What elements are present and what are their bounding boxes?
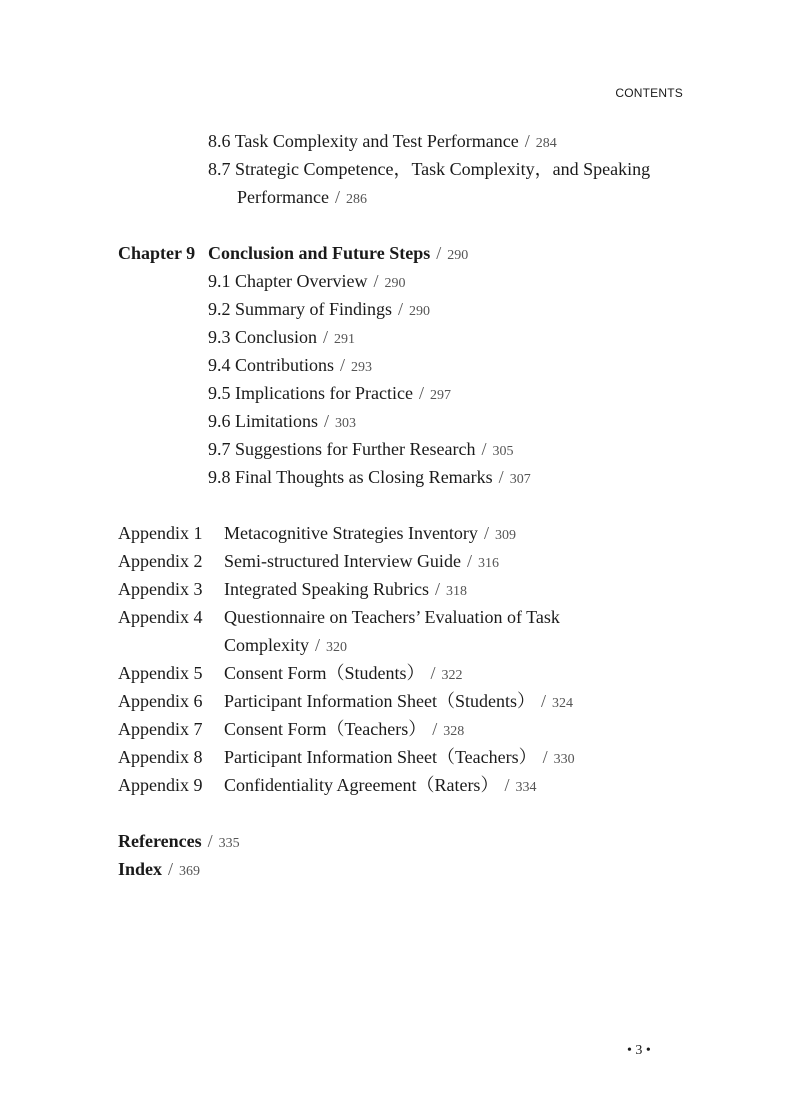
toc-entry-9-3[interactable] — [208, 326, 355, 351]
page-separator: / — [418, 383, 424, 403]
toc-entry-9-5[interactable] — [208, 382, 451, 407]
page-number: 290 — [447, 248, 469, 263]
toc-references[interactable] — [118, 830, 240, 855]
page-separator: / — [498, 467, 504, 487]
appendix-title: Questionnaire on Teachers’ Evaluation of Task — [224, 607, 560, 627]
page-number: 291 — [334, 332, 356, 347]
section-number: 9.1 — [208, 271, 231, 291]
page-separator: / — [434, 579, 440, 599]
page-separator: / — [315, 635, 321, 655]
page-separator: / — [324, 411, 330, 431]
section-number: 8.7 — [208, 159, 231, 179]
page-number: 307 — [509, 472, 531, 487]
appendix-title: Participant Information Sheet（Students） — [224, 691, 535, 711]
chapter-label: Chapter 9 — [118, 243, 196, 263]
section-number: 9.8 — [208, 467, 231, 487]
appendix-title: Metacognitive Strategies Inventory — [224, 523, 478, 543]
appendix-title: Consent Form（Teachers） — [224, 719, 427, 739]
appendix-title: Semi-structured Interview Guide — [224, 551, 461, 571]
toc-entry-9-2[interactable] — [208, 298, 430, 323]
page-number: 316 — [477, 556, 499, 571]
page-number: 324 — [551, 696, 573, 711]
appendix-label: Appendix 8 — [118, 747, 203, 767]
section-title-cont: Performance — [237, 187, 329, 207]
page-separator: / — [504, 775, 510, 795]
section-title: Implications for Practice — [235, 383, 413, 403]
section-title: Contributions — [235, 355, 335, 375]
appendix-label: Appendix 1 — [118, 523, 203, 543]
back-matter-title: Index — [118, 859, 163, 879]
appendix-label: Appendix 5 — [118, 663, 203, 683]
page-number: 309 — [494, 528, 516, 543]
page-number: 290 — [409, 304, 431, 319]
page-number: 369 — [179, 864, 201, 879]
toc-entry-9-6[interactable] — [208, 410, 356, 435]
page-separator: / — [481, 439, 487, 459]
page-number: 286 — [345, 192, 367, 207]
page-separator: / — [168, 859, 174, 879]
page-separator: / — [466, 551, 472, 571]
section-title: Summary of Findings — [235, 299, 393, 319]
toc-chapter-9[interactable] — [118, 242, 195, 264]
section-title: Conclusion — [235, 327, 318, 347]
section-number: 9.4 — [208, 355, 231, 375]
section-title: Chapter Overview — [235, 271, 368, 291]
page-number: 305 — [492, 444, 514, 459]
section-number: 9.7 — [208, 439, 231, 459]
appendix-title: Participant Information Sheet（Teachers） — [224, 747, 537, 767]
page-footer-number: • 3 • — [627, 1043, 651, 1058]
toc-entry-8-7-cont[interactable] — [237, 186, 367, 211]
section-title: Final Thoughts as Closing Remarks — [235, 467, 493, 487]
section-title: Task Complexity and Test Performance — [234, 131, 519, 151]
page-number: 320 — [326, 640, 348, 655]
page-separator: / — [430, 663, 436, 683]
page-number: 318 — [445, 584, 467, 599]
section-number: 9.2 — [208, 299, 231, 319]
toc-entry-9-7[interactable] — [208, 438, 513, 463]
page-separator: / — [540, 691, 546, 711]
page-separator: / — [398, 299, 404, 319]
appendix-label: Appendix 9 — [118, 775, 203, 795]
section-number: 9.5 — [208, 383, 231, 403]
section-title: Strategic Competence，Task Complexity，and Speaking — [235, 159, 651, 179]
page-number: 334 — [515, 780, 537, 795]
page-number: 293 — [351, 360, 373, 375]
chapter-title: Conclusion and Future Steps — [208, 243, 431, 263]
page-separator: / — [524, 131, 530, 151]
page-separator: / — [334, 187, 340, 207]
toc-entry-8-6[interactable] — [208, 130, 557, 155]
page-number: 330 — [553, 752, 575, 767]
page-separator: / — [436, 243, 442, 263]
page-separator: / — [432, 719, 438, 739]
page-number: 297 — [429, 388, 451, 403]
page-separator: / — [207, 831, 213, 851]
appendix-label: Appendix 2 — [118, 551, 203, 571]
appendix-label: Appendix 3 — [118, 579, 203, 599]
page-separator: / — [373, 271, 379, 291]
back-matter-title: References — [118, 831, 202, 851]
appendix-title-cont: Complexity — [224, 635, 309, 655]
appendix-title: Integrated Speaking Rubrics — [224, 579, 429, 599]
appendix-label: Appendix 7 — [118, 719, 203, 739]
page-number: 284 — [535, 136, 557, 151]
toc-index[interactable] — [118, 858, 200, 883]
page-number: 335 — [218, 836, 240, 851]
page-separator: / — [483, 523, 489, 543]
section-number: 8.6 — [208, 131, 231, 151]
toc-entry-8-7[interactable] — [208, 158, 650, 180]
page-separator: / — [323, 327, 329, 347]
section-title: Limitations — [235, 411, 318, 431]
page-separator: / — [340, 355, 346, 375]
page-number: 328 — [443, 724, 465, 739]
toc-entry-9-4[interactable] — [208, 354, 372, 379]
section-title: Suggestions for Further Research — [235, 439, 476, 459]
running-header: CONTENTS — [615, 86, 683, 100]
page-number: 303 — [335, 416, 357, 431]
toc-chapter-9-title[interactable] — [208, 242, 468, 267]
appendix-title: Consent Form（Students） — [224, 663, 425, 683]
page-number: 290 — [384, 276, 406, 291]
toc-appendix-4-cont[interactable] — [224, 634, 347, 659]
appendix-label: Appendix 6 — [118, 691, 203, 711]
appendix-label: Appendix 4 — [118, 607, 203, 627]
page-number: 322 — [441, 668, 463, 683]
toc-entry-9-1[interactable] — [208, 270, 405, 295]
page-separator: / — [542, 747, 548, 767]
appendix-title: Confidentiality Agreement（Raters） — [224, 775, 499, 795]
toc-entry-9-8[interactable] — [208, 466, 531, 491]
section-number: 9.3 — [208, 327, 231, 347]
section-number: 9.6 — [208, 411, 231, 431]
